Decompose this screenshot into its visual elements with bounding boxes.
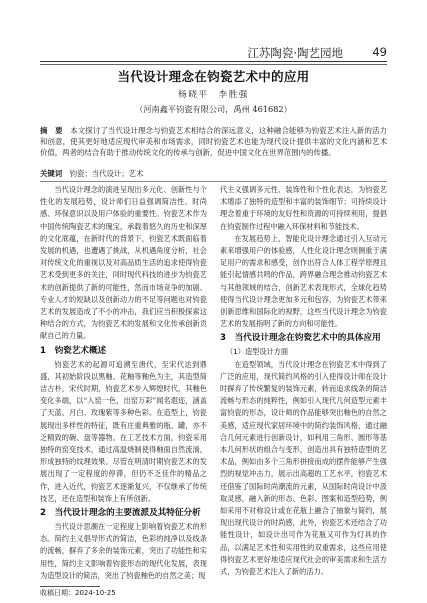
body-paragraph: 在造型领域，当代设计理念在钧瓷艺术中得到了广泛的应用，现代简约风格的引入使得设计师在设计时摒弃了传统繁复的装饰元素，转而追求线条的简洁流畅与形态的纯粹性，例如引入现代几何造型元素丰富钧瓷的形态，设计师的作品能够突出釉色的自然之美感，适应现代家居环境中的简约装饰风格，通过融合几何元素进行创新设计，如利用三角形、圆形等基本几何形状的组合与变形，创造出具有独特造型的艺术品，例如由多个三角形拼接而成的摆件能够产生强烈的视觉冲击力，展示出高超的工艺水平，钧瓷艺术还借鉴了国际时尚潮流的元素，从国际时尚设计中汲取灵感，融入新的形态、色彩、图案和造型趋势，例如采用不对称设计或在花瓶上融合了抽象与简约，展现出现代设计的时尚感，此外，钧瓷艺术还结合了功能性设计，如设计出可作为花瓶又可作为灯具的作品，以满足艺术性和实用性的双重需求，这些应用使得钧瓷艺术更好地适应现代社会的审美需求和生活方式，为钧瓷艺术注入了新的活力。 <box>220 359 387 577</box>
section-heading: 1 钧瓷艺术概述 <box>40 345 107 356</box>
body-paragraph: 在发展趋势上，智能化设计理念通过引入互动元素来增强用户的体验感，人性化设计理念则侧重于满足用户的需求和感受，创作出符合人体工程学原理且能引起情感共鸣的作品，跨界融合理念推动钧瓷艺术与其他领域的结合，创新艺术表现形式，全球化趋势使得当代设计理念更加多元和包容，为钧瓷艺术带来创新思维和国际化的视野，这些当代设计理念为钧瓷艺术的发展指明了新的方向和可能性。 <box>220 233 387 329</box>
received-date: 收稿日期：2024-10-25 <box>40 589 116 597</box>
keywords <box>40 168 387 179</box>
running-header <box>40 44 387 60</box>
body-paragraph: 钧瓷艺术的起源可追溯至唐代，至宋代达到鼎盛，其初始阶段以黑釉、花釉等釉色为主，其造型简洁古朴，宋代时期，钧瓷艺术步入辉煌时代，其釉色变化多端，以“入窑一色，出窑万彩”闻名遐迩，涵盖了天蓝、月白、玫瑰紫等多种色彩。在造型上，钧瓷展现出多样性的特征，既有庄重典雅的瓶、罐，亦不乏精致的碗、盘等器物。在工艺技术方面，钧瓷采用独特的窑变技术，通过高温烧制使得釉面自然流淌，形成独特的纹理效果。尽管在明清时期钧瓷艺术的发展出现了一定程度的停滞，但仍不乏佳作的精品之作，进入近代，钧瓷艺术逐渐复兴，不仅继承了传统技艺，还在造型和装饰上有所创新。 <box>40 359 207 503</box>
footnote-rule <box>40 586 100 587</box>
abstract-label: 摘 要 <box>40 126 63 135</box>
page-number: 49 <box>372 45 387 59</box>
author-affiliation: （河南鑫平钧瓷有限公司，禹州 461682） <box>135 104 292 114</box>
right-column <box>220 184 387 578</box>
body-paragraph: 当代设计思潮在一定程度上影响着钧瓷艺术的形态。简约主义倡导形式的简洁，色彩的纯净以及线条的流畅，摒弃了多余的装饰元素，突出了功能性和实用性，简约主义影响着钧瓷形态的现代化发展，表现为造型设计的简洁，突出了钧瓷釉色的自然之美；现 <box>40 522 207 580</box>
intro-paragraph: 当代设计理念的演进呈现出多元化、创新性与个性化的发展趋势，设计师们日益强调简洁性、时尚感、环保意识以及用户体验的重要性。钧瓷艺术作为中国传统陶瓷艺术的瑰宝，承载着悠久的历史和深厚的文化底蕴，在新时代的背景下，钧瓷艺术既面临着发展的机遇，也遭遇了挑战，从机遇角度分析，社会对传统文化的重视以及对高品质生活的追求使得钧瓷艺术受到更多的关注，同时现代科技的进步为钧瓷艺术的创新提供了新的可能性，然而市场竞争的加剧、专业人才的短缺以及创新动力的不足等问题也对钧瓷艺术的发展造成了不小的冲击，我们应当积极探索这种结合的方式，为钧瓷艺术的发展和文化传承创新贡献自己的力量。 <box>40 185 207 341</box>
journal-name: 江苏陶瓷·陶艺园地 <box>247 46 343 60</box>
keywords-text: 钧瓷；当代设计；艺术 <box>69 169 144 178</box>
article-authors: 杨晓平 李胜强 <box>178 90 249 100</box>
section-heading: 3 当代设计理念在钧瓷艺术中的具体应用 <box>220 333 381 344</box>
keywords-label: 关键词 <box>40 169 63 178</box>
abstract-divider <box>40 181 387 182</box>
abstract-text: 本文探讨了当代设计理念与钧瓷艺术相结合的深远意义，这种融合能够为钧瓷艺术注入新的活力和创意，使其更好地适应现代审美和市场需求，同时钧瓷艺术也能为现代设计提供丰富的文化内涵和艺术价值，两者的结合有助于推动传统文化的传承与创新，促进中国文化在世界范围内的传播。 <box>40 126 387 157</box>
subsection-heading: （1）造型设计方面 <box>226 347 289 357</box>
section-heading: 2 当代设计理念的主要流派及其特征分析 <box>40 508 201 519</box>
left-column <box>40 184 207 582</box>
header-rule <box>40 61 387 62</box>
header-rule-thin <box>40 64 387 65</box>
body-paragraph-continued: 代主义强调多元性、装饰性和个性化表达，为钧瓷艺术增添了独特的造型和丰富的装饰细节；可持续设计理念着重于环境的友好性和资源的可持续利用，提倡在钧瓷制作过程中融入环保材料和节能技术。 <box>220 185 387 231</box>
article-title: 当代设计理念在钧瓷艺术中的应用 <box>117 69 310 84</box>
abstract <box>40 125 387 158</box>
